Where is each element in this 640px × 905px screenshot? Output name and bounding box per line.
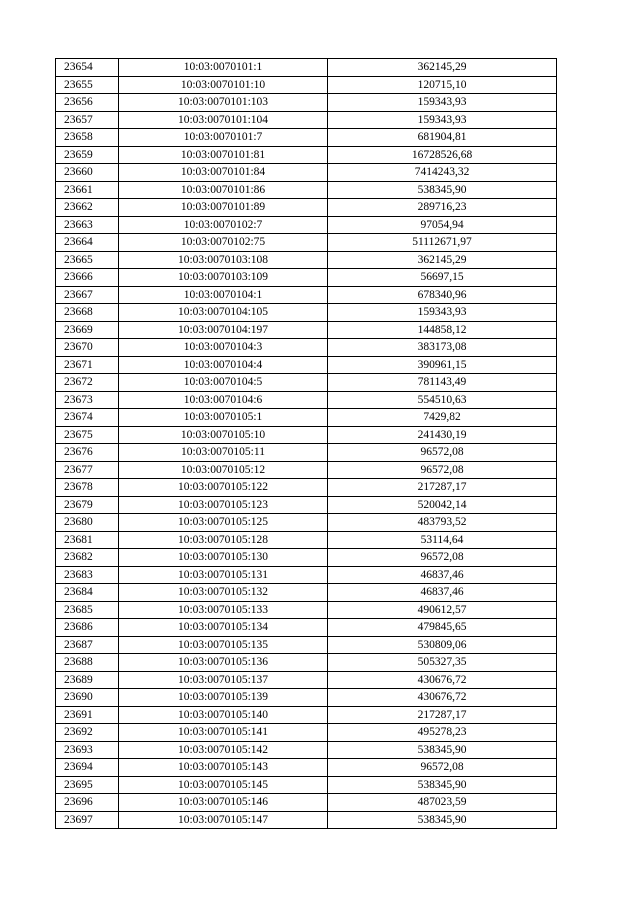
- cadastral-number-cell: 10:03:0070105:12: [119, 461, 328, 479]
- row-number-cell: 23673: [56, 391, 119, 409]
- cadastral-number-cell: 10:03:0070101:89: [119, 199, 328, 217]
- cadastral-value-cell: 538345,90: [328, 811, 557, 829]
- table-row: [56, 321, 557, 339]
- row-number-cell: 23683: [56, 566, 119, 584]
- row-number-cell: 23671: [56, 356, 119, 374]
- row-number-cell: 23663: [56, 216, 119, 234]
- cadastral-value-cell: 479845,65: [328, 619, 557, 637]
- row-number-cell: 23692: [56, 724, 119, 742]
- table-row: [56, 601, 557, 619]
- row-number-cell: 23658: [56, 129, 119, 147]
- table-row: [56, 461, 557, 479]
- row-number-cell: 23676: [56, 444, 119, 462]
- cadastral-value-cell: 241430,19: [328, 426, 557, 444]
- row-number-cell: 23693: [56, 741, 119, 759]
- table-row: [56, 444, 557, 462]
- cadastral-value-cell: 97054,94: [328, 216, 557, 234]
- table-row: [56, 811, 557, 829]
- cadastral-number-cell: 10:03:0070105:1: [119, 409, 328, 427]
- table-row: [56, 776, 557, 794]
- cadastral-number-cell: 10:03:0070102:75: [119, 234, 328, 252]
- cadastral-number-cell: 10:03:0070105:128: [119, 531, 328, 549]
- table-row: [56, 216, 557, 234]
- row-number-cell: 23667: [56, 286, 119, 304]
- cadastral-number-cell: 10:03:0070105:122: [119, 479, 328, 497]
- row-number-cell: 23672: [56, 374, 119, 392]
- cadastral-number-cell: 10:03:0070105:10: [119, 426, 328, 444]
- cadastral-value-cell: 487023,59: [328, 794, 557, 812]
- row-number-cell: 23680: [56, 514, 119, 532]
- row-number-cell: 23687: [56, 636, 119, 654]
- table-row: [56, 759, 557, 777]
- cadastral-number-cell: 10:03:0070101:84: [119, 164, 328, 182]
- row-number-cell: 23657: [56, 111, 119, 129]
- cadastral-number-cell: 10:03:0070104:5: [119, 374, 328, 392]
- table-row: [56, 59, 557, 77]
- cadastral-number-cell: 10:03:0070105:139: [119, 689, 328, 707]
- cadastral-number-cell: 10:03:0070105:136: [119, 654, 328, 672]
- cadastral-number-cell: 10:03:0070101:10: [119, 76, 328, 94]
- table-row: [56, 94, 557, 112]
- cadastral-value-cell: 289716,23: [328, 199, 557, 217]
- cadastral-value-cell: 7414243,32: [328, 164, 557, 182]
- cadastral-value-cell: 96572,08: [328, 759, 557, 777]
- table-row: [56, 496, 557, 514]
- table-row: [56, 251, 557, 269]
- table-row: [56, 339, 557, 357]
- row-number-cell: 23669: [56, 321, 119, 339]
- row-number-cell: 23678: [56, 479, 119, 497]
- row-number-cell: 23654: [56, 59, 119, 77]
- table-row: [56, 619, 557, 637]
- cadastral-value-cell: 56697,15: [328, 269, 557, 287]
- cadastral-value-cell: 483793,52: [328, 514, 557, 532]
- cadastral-number-cell: 10:03:0070105:134: [119, 619, 328, 637]
- cadastral-number-cell: 10:03:0070105:141: [119, 724, 328, 742]
- cadastral-value-cell: 490612,57: [328, 601, 557, 619]
- cadastral-number-cell: 10:03:0070101:81: [119, 146, 328, 164]
- cadastral-number-cell: 10:03:0070104:197: [119, 321, 328, 339]
- cadastral-value-cell: 681904,81: [328, 129, 557, 147]
- row-number-cell: 23674: [56, 409, 119, 427]
- row-number-cell: 23660: [56, 164, 119, 182]
- cadastral-number-cell: 10:03:0070104:4: [119, 356, 328, 374]
- cadastral-value-cell: 96572,08: [328, 549, 557, 567]
- table-row: [56, 356, 557, 374]
- row-number-cell: 23686: [56, 619, 119, 637]
- cadastral-number-cell: 10:03:0070102:7: [119, 216, 328, 234]
- cadastral-value-cell: 7429,82: [328, 409, 557, 427]
- cadastral-number-cell: 10:03:0070104:105: [119, 304, 328, 322]
- cadastral-number-cell: 10:03:0070105:135: [119, 636, 328, 654]
- table-row: [56, 531, 557, 549]
- row-number-cell: 23656: [56, 94, 119, 112]
- cadastral-value-cell: 505327,35: [328, 654, 557, 672]
- table-row: [56, 741, 557, 759]
- table-row: [56, 199, 557, 217]
- cadastral-value-cell: 96572,08: [328, 461, 557, 479]
- cadastral-value-cell: 383173,08: [328, 339, 557, 357]
- cadastral-value-cell: 53114,64: [328, 531, 557, 549]
- cadastral-number-cell: 10:03:0070101:86: [119, 181, 328, 199]
- cadastral-value-cell: 430676,72: [328, 689, 557, 707]
- table-row: [56, 76, 557, 94]
- cadastral-value-cell: 530809,06: [328, 636, 557, 654]
- row-number-cell: 23695: [56, 776, 119, 794]
- cadastral-number-cell: 10:03:0070105:147: [119, 811, 328, 829]
- cadastral-value-cell: 46837,46: [328, 584, 557, 602]
- cadastral-number-cell: 10:03:0070105:145: [119, 776, 328, 794]
- row-number-cell: 23670: [56, 339, 119, 357]
- cadastral-value-cell: 538345,90: [328, 181, 557, 199]
- row-number-cell: 23694: [56, 759, 119, 777]
- table-row: [56, 304, 557, 322]
- row-number-cell: 23691: [56, 706, 119, 724]
- cadastral-value-cell: 217287,17: [328, 479, 557, 497]
- cadastral-value-table: [55, 58, 557, 829]
- table-row: [56, 689, 557, 707]
- cadastral-value-cell: 51112671,97: [328, 234, 557, 252]
- cadastral-value-cell: 538345,90: [328, 776, 557, 794]
- cadastral-value-cell: 781143,49: [328, 374, 557, 392]
- table-row: [56, 181, 557, 199]
- table-body: [56, 59, 557, 829]
- cadastral-number-cell: 10:03:0070105:140: [119, 706, 328, 724]
- table-row: [56, 146, 557, 164]
- table-row: [56, 129, 557, 147]
- cadastral-number-cell: 10:03:0070104:1: [119, 286, 328, 304]
- table-row: [56, 409, 557, 427]
- row-number-cell: 23665: [56, 251, 119, 269]
- cadastral-value-cell: 520042,14: [328, 496, 557, 514]
- table-row: [56, 164, 557, 182]
- cadastral-value-cell: 159343,93: [328, 94, 557, 112]
- row-number-cell: 23688: [56, 654, 119, 672]
- cadastral-value-cell: 362145,29: [328, 251, 557, 269]
- cadastral-number-cell: 10:03:0070101:103: [119, 94, 328, 112]
- row-number-cell: 23675: [56, 426, 119, 444]
- table-row: [56, 706, 557, 724]
- row-number-cell: 23655: [56, 76, 119, 94]
- cadastral-number-cell: 10:03:0070105:132: [119, 584, 328, 602]
- cadastral-value-cell: 390961,15: [328, 356, 557, 374]
- cadastral-number-cell: 10:03:0070105:11: [119, 444, 328, 462]
- cadastral-value-cell: 554510,63: [328, 391, 557, 409]
- row-number-cell: 23685: [56, 601, 119, 619]
- table-row: [56, 391, 557, 409]
- row-number-cell: 23677: [56, 461, 119, 479]
- row-number-cell: 23668: [56, 304, 119, 322]
- table-row: [56, 671, 557, 689]
- table-row: [56, 286, 557, 304]
- row-number-cell: 23696: [56, 794, 119, 812]
- cadastral-number-cell: 10:03:0070105:133: [119, 601, 328, 619]
- cadastral-value-cell: 678340,96: [328, 286, 557, 304]
- table-row: [56, 269, 557, 287]
- table-row: [56, 549, 557, 567]
- cadastral-number-cell: 10:03:0070101:7: [119, 129, 328, 147]
- row-number-cell: 23690: [56, 689, 119, 707]
- cadastral-number-cell: 10:03:0070101:104: [119, 111, 328, 129]
- row-number-cell: 23664: [56, 234, 119, 252]
- row-number-cell: 23684: [56, 584, 119, 602]
- cadastral-number-cell: 10:03:0070103:108: [119, 251, 328, 269]
- row-number-cell: 23689: [56, 671, 119, 689]
- cadastral-number-cell: 10:03:0070105:146: [119, 794, 328, 812]
- row-number-cell: 23681: [56, 531, 119, 549]
- cadastral-value-cell: 96572,08: [328, 444, 557, 462]
- table-row: [56, 374, 557, 392]
- cadastral-value-cell: 430676,72: [328, 671, 557, 689]
- cadastral-value-cell: 217287,17: [328, 706, 557, 724]
- cadastral-value-cell: 495278,23: [328, 724, 557, 742]
- cadastral-value-cell: 159343,93: [328, 304, 557, 322]
- table-row: [56, 111, 557, 129]
- cadastral-number-cell: 10:03:0070105:125: [119, 514, 328, 532]
- cadastral-value-cell: 362145,29: [328, 59, 557, 77]
- row-number-cell: 23662: [56, 199, 119, 217]
- cadastral-value-cell: 159343,93: [328, 111, 557, 129]
- cadastral-number-cell: 10:03:0070104:6: [119, 391, 328, 409]
- cadastral-number-cell: 10:03:0070101:1: [119, 59, 328, 77]
- cadastral-number-cell: 10:03:0070105:142: [119, 741, 328, 759]
- table-row: [56, 636, 557, 654]
- table-row: [56, 654, 557, 672]
- row-number-cell: 23697: [56, 811, 119, 829]
- cadastral-number-cell: 10:03:0070105:130: [119, 549, 328, 567]
- row-number-cell: 23666: [56, 269, 119, 287]
- table-row: [56, 724, 557, 742]
- cadastral-number-cell: 10:03:0070105:143: [119, 759, 328, 777]
- cadastral-value-cell: 144858,12: [328, 321, 557, 339]
- table-row: [56, 566, 557, 584]
- table-row: [56, 514, 557, 532]
- cadastral-number-cell: 10:03:0070104:3: [119, 339, 328, 357]
- cadastral-number-cell: 10:03:0070105:123: [119, 496, 328, 514]
- table-row: [56, 479, 557, 497]
- row-number-cell: 23679: [56, 496, 119, 514]
- row-number-cell: 23659: [56, 146, 119, 164]
- table-row: [56, 584, 557, 602]
- cadastral-number-cell: 10:03:0070103:109: [119, 269, 328, 287]
- cadastral-value-cell: 538345,90: [328, 741, 557, 759]
- cadastral-number-cell: 10:03:0070105:131: [119, 566, 328, 584]
- table-row: [56, 794, 557, 812]
- row-number-cell: 23682: [56, 549, 119, 567]
- cadastral-value-cell: 46837,46: [328, 566, 557, 584]
- cadastral-value-cell: 16728526,68: [328, 146, 557, 164]
- table-row: [56, 426, 557, 444]
- row-number-cell: 23661: [56, 181, 119, 199]
- cadastral-value-cell: 120715,10: [328, 76, 557, 94]
- cadastral-number-cell: 10:03:0070105:137: [119, 671, 328, 689]
- table-row: [56, 234, 557, 252]
